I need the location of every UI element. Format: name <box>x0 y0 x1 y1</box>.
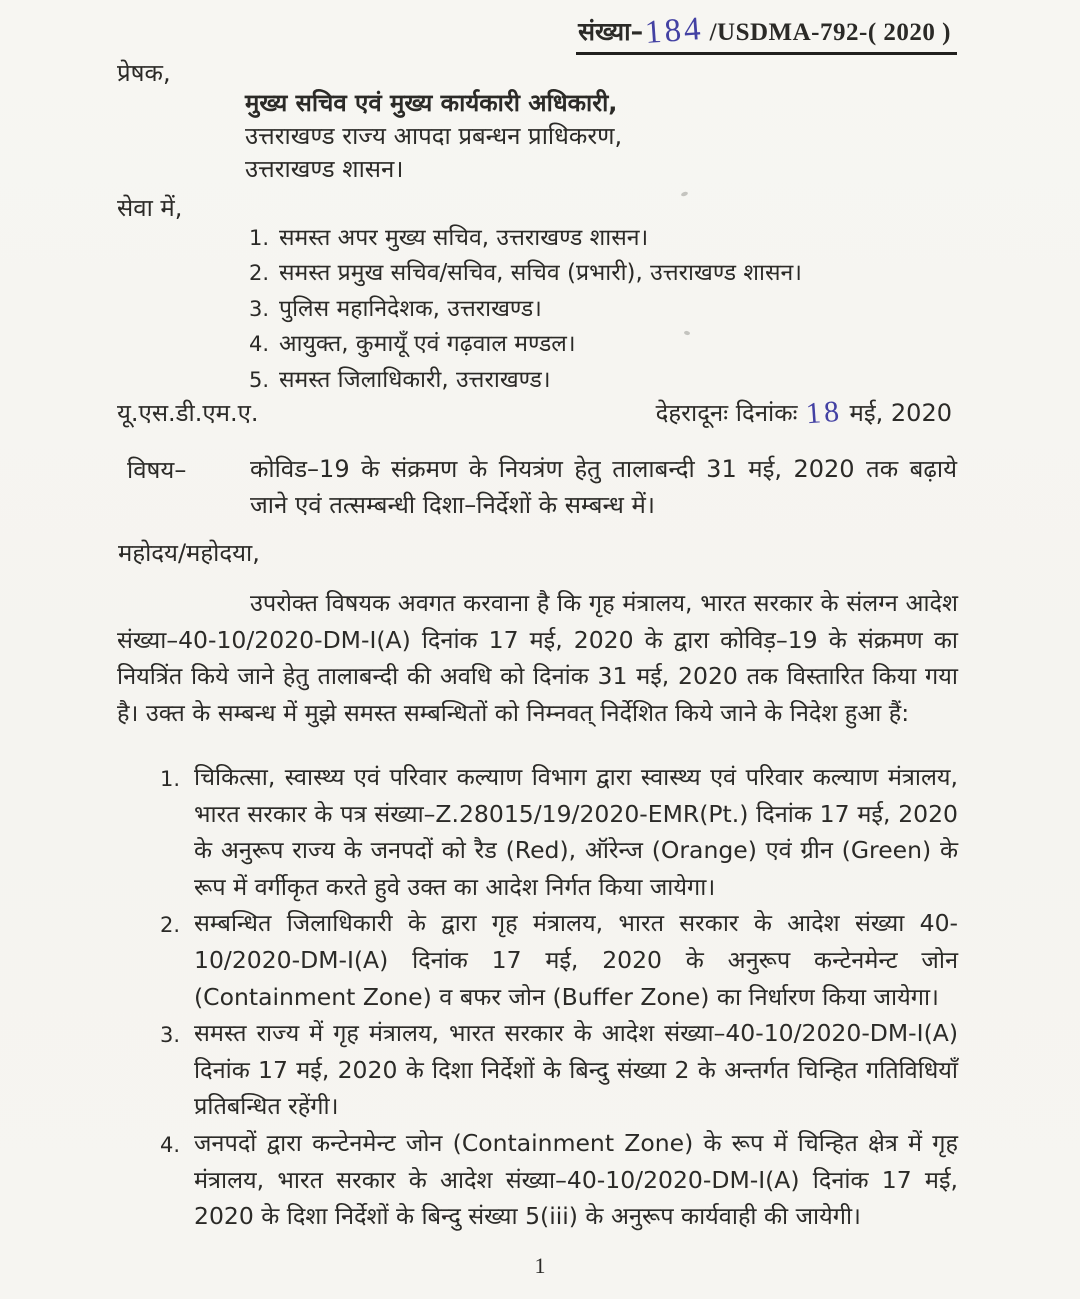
date-suffix: मई, 2020 <box>849 399 952 427</box>
recipient-number: 3. <box>249 296 270 321</box>
page-number: 1 <box>534 1253 546 1278</box>
directive-item <box>160 1125 958 1235</box>
place-and-date <box>656 396 952 429</box>
directive-text: सम्बन्धित जिलाधिकारी के द्वारा गृह मंत्रालय, भारत सरकार के आदेश संख्या 40-10/2020-DM-I(A) दिनांक 17 मई, 2020 के अनुरूप कन्टेनमेन्ट जोन (Containment Zone) व बफर जोन (Buffer Zone) का निर्धारण किया जायेगा। <box>194 909 958 1011</box>
from-label: प्रेषक, <box>117 59 171 87</box>
reference-prefix: संख्या– <box>578 17 644 46</box>
directive-text: चिकित्सा, स्वास्थ्य एवं परिवार कल्याण विभाग द्वारा स्वास्थ्य एवं परिवार कल्याण मंत्रालय, भारत सरकार के पत्र संख्या–Z.28015/19/2020-EMR(Pt.) दिनांक 17 मई, 2020 के अनुरूप राज्य के जनपदों को रैड (Red), ऑरेन्ज (Orange) एवं ग्रीन (Green) के रूप में वर्गीकृत करते हुवे उक्त का आदेश निर्गत किया जायेगा। <box>194 763 958 901</box>
subject-label: विषय– <box>127 456 187 484</box>
dateline <box>117 396 952 429</box>
recipient-number: 5. <box>249 367 270 392</box>
directive-text: समस्त राज्य में गृह मंत्रालय, भारत सरकार के आदेश संख्या–40-10/2020-DM-I(A) दिनांक 17 मई, 2020 के दिशा निर्देशों के बिन्दु संख्या 2 के अन्तर्गत चिन्हित गतिविधियाँ प्रतिबन्धित रहेंगी। <box>194 1019 958 1121</box>
recipient-item <box>249 327 802 362</box>
recipient-text: समस्त प्रमुख सचिव/सचिव, सचिव (प्रभारी), उत्तराखण्ड शासन। <box>279 260 803 287</box>
opening-paragraph: उपरोक्त विषयक अवगत करवाना है कि गृह मंत्रालय, भारत सरकार के संलग्न आदेश संख्या–40-10/2020-DM-I(A) दिनांक 17 मई, 2020 के द्वारा कोविड़–19 के संक्रमण का नियत्रिंत किये जाने हेतु तालाबन्दी की अवधि को दिनांक 31 मई, 2020 तक विस्तारित किया गया है। उक्त के सम्बन्ध में मुझे समस्त सम्बन्धितों को निम्नवत् निर्देशित किये जाने के निदेश हुआ हैं: <box>117 589 958 727</box>
scan-speck <box>681 191 689 197</box>
directive-item <box>160 1015 958 1125</box>
directive-number: 1. <box>160 767 181 791</box>
recipient-text: समस्त जिलाधिकारी, उत्तराखण्ड। <box>279 366 551 393</box>
from-line-authority: उत्तराखण्ड राज्य आपदा प्रबन्धन प्राधिकरण, <box>245 122 623 150</box>
from-line-designation: मुख्य सचिव एवं मुख्य कार्यकारी अधिकारी, <box>245 89 618 117</box>
directive-number: 2. <box>160 913 181 938</box>
recipient-item <box>249 256 802 291</box>
directive-item <box>160 759 958 905</box>
from-block <box>245 87 622 186</box>
subject-line: जाने एवं तत्सम्बन्धी दिशा–निर्देशों के सम्बन्ध में। <box>250 491 655 519</box>
subject-line: कोविड–19 के संक्रमण के नियत्रंण हेतु तालाबन्दी 31 मई, 2020 तक बढ़ाये <box>250 455 957 483</box>
recipient-list <box>249 221 802 398</box>
org-abbreviation: यू.एस.डी.एम.ए. <box>117 399 259 427</box>
recipient-item <box>249 221 802 256</box>
date-number-handwritten: 18 <box>804 394 843 431</box>
directives-list <box>160 759 958 1235</box>
to-label: सेवा में, <box>117 194 183 222</box>
directive-item <box>160 905 958 1015</box>
subject-block <box>250 451 957 523</box>
from-line-government: उत्तराखण्ड शासन। <box>245 155 404 183</box>
recipient-number: 2. <box>249 261 270 286</box>
salutation: महोदय/महोदया, <box>118 539 260 567</box>
recipient-number: 1. <box>249 226 270 250</box>
reference-number-line <box>576 11 957 55</box>
recipient-text: पुलिस महानिदेशक, उत्तराखण्ड। <box>279 295 542 322</box>
recipient-text: आयुक्त, कुमायूँ एवं गढ़वाल मण्डल। <box>279 331 576 358</box>
recipient-item <box>249 363 802 398</box>
recipient-text: समस्त अपर मुख्य सचिव, उत्तराखण्ड शासन। <box>279 225 649 251</box>
reference-suffix: /USDMA-792-( 2020 ) <box>709 19 951 46</box>
directive-text: जनपदों द्वारा कन्टेनमेन्ट जोन (Containment Zone) के रूप में चिन्हित क्षेत्र में गृह मंत्रालय, भारत सरकार के आदेश संख्या–40-10/2020-DM-I(A) दिनांक 17 मई, 2020 के दिशा निर्देशों के बिन्दु संख्या 5(iii) के अनुरूप कार्यवाही की जायेगी। <box>194 1128 958 1231</box>
directive-number: 4. <box>160 1132 181 1157</box>
recipient-item <box>249 292 802 327</box>
directive-number: 3. <box>160 1023 181 1048</box>
place-date-label: देहरादूनः दिनांकः <box>655 399 798 427</box>
recipient-number: 4. <box>249 332 270 357</box>
reference-number-handwritten: 184 <box>643 11 705 51</box>
